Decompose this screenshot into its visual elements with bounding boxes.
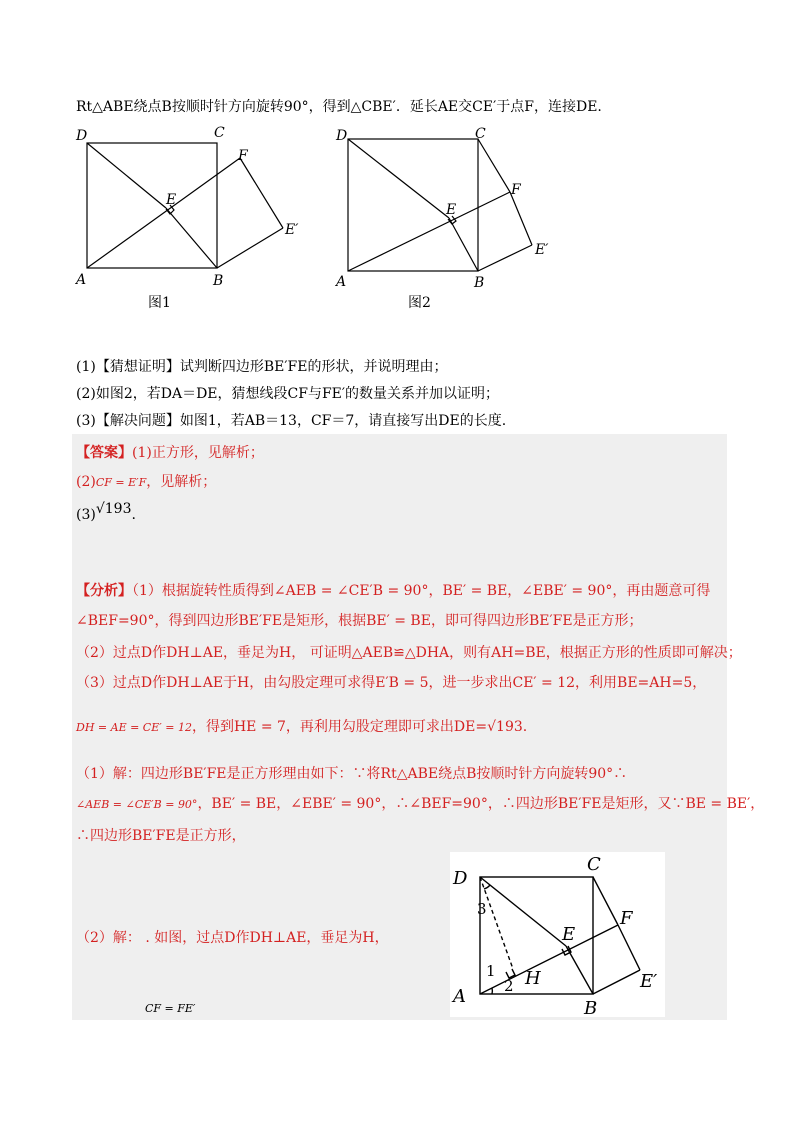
angle-label-2: 2 [504, 977, 514, 995]
label-c: C [475, 126, 486, 142]
label-a: A [76, 272, 87, 288]
label-e-prime: E′ [640, 971, 658, 992]
label-d: D [336, 128, 348, 144]
segment-de [87, 143, 166, 208]
segment-af [480, 925, 618, 994]
angle-label-3: 3 [477, 900, 487, 918]
label-e: E [446, 202, 457, 218]
label-a: A [336, 274, 347, 290]
label-e-prime: E′ [285, 222, 299, 238]
solution-2-formula: ∠AEB = ∠CE′B = 90° [76, 798, 198, 811]
solution-line-3: ∴四边形BE′FE是正方形， [76, 828, 246, 844]
segment-fe-prime [618, 925, 640, 970]
solution-2-rest: ，BE′ = BE，∠EBE′ = 90°，∴∠BEF=90°，∴四边形BE′FE是矩形，又∵BE = BE′， [197, 796, 765, 812]
segment-cf [478, 139, 510, 192]
segment-be-prime [478, 245, 532, 271]
angle-label-1: 1 [486, 962, 496, 980]
analysis-line-4: （3）过点D作DH⊥AE于H，由勾股定理可求得E′B = 5，进一步求出CE′ = 12，利用BE=AH=5， [76, 675, 707, 691]
label-a: A [453, 986, 466, 1007]
caption-fig1: 图1 [148, 295, 171, 311]
label-d: D [453, 868, 468, 889]
label-e-prime: E′ [535, 242, 549, 258]
answer-3-value: √193 [95, 501, 132, 517]
answer-3-suffix: . [131, 507, 136, 523]
segment-fe-prime [240, 158, 283, 228]
label-b: B [474, 275, 485, 291]
answer-tag: 【答案】 [76, 445, 132, 461]
analysis-line-5 [76, 718, 527, 737]
square-abcd [348, 139, 478, 271]
label-e: E [562, 924, 576, 945]
segment-eb [449, 218, 478, 271]
question-3: (3)【解决问题】如图1，若AB＝13，CF＝7，请直接写出DE的长度. [76, 413, 507, 429]
analysis-tag: 【分析】 [76, 583, 132, 599]
label-f: F [238, 148, 248, 164]
analysis-1: （1）根据旋转性质得到∠AEB = ∠CE′B = 90°，BE′ = BE，∠EBE′ = 90°，再由题意可得 [132, 583, 711, 599]
problem-intro: Rt△ABE绕点B按顺时针方向旋转90°，得到△CBE′．延长AE交CE′于点F，连接DE. [76, 99, 602, 115]
analysis-line-1 [76, 582, 710, 600]
label-f: F [620, 908, 633, 929]
label-c: C [214, 125, 225, 141]
label-c: C [587, 854, 601, 875]
analysis-line-3: （2）过点D作DH⊥AE，垂足为H， 可证明△AEB≌△DHA，则有AH=BE，根据正方形的性质即可解决； [76, 645, 742, 661]
solution-line-1: （1）解：四边形BE′FE是正方形理由如下：∵将Rt△ABE绕点B按顺时针方向旋转90°∴ [76, 766, 628, 782]
solution-line-5: CF = FE′ [145, 1002, 196, 1015]
question-1: (1)【猜想证明】试判断四边形BE′FE的形状，并说明理由； [76, 359, 448, 375]
square-abcd [87, 143, 217, 268]
angle-arc-d [484, 885, 490, 889]
answer-2-formula: CF = E′F [95, 476, 147, 489]
segment-fe-prime [510, 192, 532, 245]
analysis-line-2: ∠BEF=90°，得到四边形BE′FE是矩形，根据BE′ = BE，即可得四边形BE′FE是正方形； [76, 613, 643, 629]
figure-3 [450, 852, 665, 1017]
answer-2-suffix: ，见解析； [146, 474, 217, 490]
segment-cf [593, 877, 618, 925]
label-b: B [213, 273, 224, 289]
analysis-5-formula: DH = AE = CE′ = 12 [76, 721, 192, 734]
figure-1 [70, 120, 310, 320]
segment-be-prime [217, 228, 283, 268]
segment-eb [166, 208, 217, 268]
segment-be-prime [593, 970, 640, 994]
label-h: H [525, 968, 541, 989]
question-2: (2)如图2，若DA＝DE，猜想线段CF与FE′的数量关系并加以证明； [76, 386, 500, 402]
solution-line-4: （2）解： . 如图，过点D作DH⊥AE，垂足为H， [76, 930, 389, 946]
answer-line-3 [76, 501, 136, 524]
segment-de [348, 139, 449, 218]
label-e: E [166, 192, 177, 208]
answer-line-1 [76, 444, 264, 462]
label-d: D [76, 128, 88, 144]
answer-2-prefix: (2) [76, 474, 96, 490]
segment-af [348, 192, 510, 271]
answer-1: (1)正方形，见解析； [132, 445, 264, 461]
solution-line-2 [76, 795, 764, 814]
answer-3-prefix: (3) [76, 507, 96, 523]
caption-fig2: 图2 [408, 295, 431, 311]
figure-2 [330, 120, 570, 320]
label-f: F [511, 182, 521, 198]
answer-line-2 [76, 473, 216, 492]
label-b: B [584, 998, 598, 1017]
analysis-5-rest: ，得到HE = 7，再利用勾股定理即可求出DE=√193. [191, 719, 528, 735]
